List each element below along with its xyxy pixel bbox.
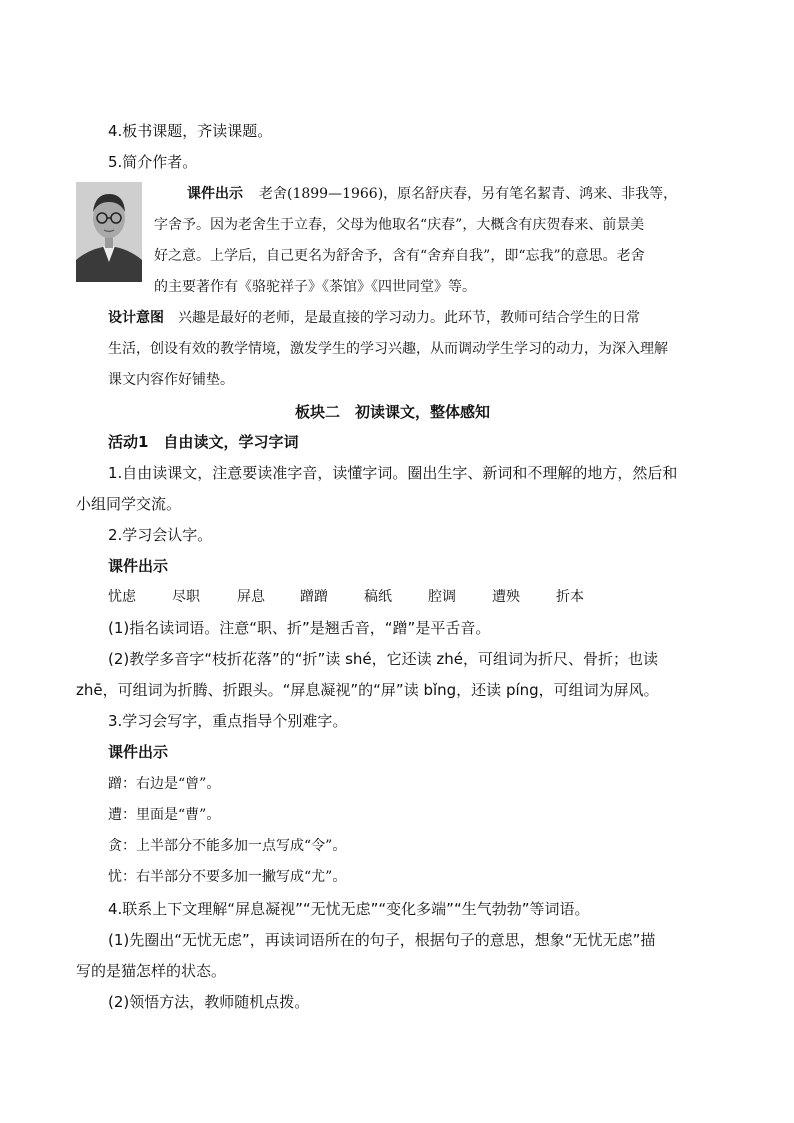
writing-tip-2: 遭：里面是“曹”。 [108,807,221,823]
design-intent-line-1 [108,308,640,328]
activity-heading: 活动1 自由读文，学习字词 [108,433,299,451]
courseware-label: 课件出示 [187,186,243,202]
author-intro-text-1: 老舍(1899—1966)，原名舒庆春，另有笔名絜青、鸿来、非我等， [259,186,678,202]
context-note-line-2: 写的是猫怎样的状态。 [76,962,227,980]
step-5-text: 5.简介作者。 [108,153,198,171]
step-4-text: 4.板书课题，齐读课题。 [108,122,273,140]
vocab-word: 稿纸 [364,589,392,605]
vocab-word: 尽职 [172,589,200,605]
vocab-word: 遭殃 [492,589,520,605]
vocab-word: 蹭蹭 [300,589,328,605]
courseware-label-2: 课件出示 [108,557,169,575]
design-intent-text-1: 兴趣是最好的老师，是最直接的学习动力。此环节，教师可结合学生的日常 [178,310,640,326]
polyphone-note-line-1: (2)教学多音字“枝折花落”的“折”读 shé，它还读 zhé，可组词为折尺、骨折；也读 [108,650,659,668]
writing-tip-4: 忧：右半部分不要多加一撇写成“尤”。 [108,869,347,885]
vocab-word: 折本 [556,589,584,605]
author-photo [76,182,142,282]
writing-tip-3: 贪：上半部分不能多加一点写成“令”。 [108,838,347,854]
vocabulary-list [108,586,608,606]
activity-step-4: 4.联系上下文理解“屏息凝视”“无忧无虑”“变化多端”“生气勃勃”等词语。 [108,900,590,918]
author-intro-line-2: 字舍予。因为老舍生于立春，父母为他取名“庆春”，大概含有庆贺春来、前景美 [154,217,645,233]
section-heading: 板块二 初读课文，整体感知 [295,403,491,421]
author-intro-line-4: 的主要著作有《骆驼祥子》《茶馆》《四世同堂》等。 [154,279,476,295]
courseware-label-3: 课件出示 [108,743,169,761]
pronunciation-note-1: (1)指名读词语。注意“职、折”是翘舌音，“蹭”是平舌音。 [108,619,491,637]
design-intent-line-2: 生活，创设有效的教学情境，激发学生的学习兴趣，从而调动学生学习的动力，为深入理解 [108,341,668,357]
polyphone-note-line-2: zhē，可组词为折腾、折跟头。“屏息凝视”的“屏”读 bǐng，还读 píng，可组词为屏风。 [76,681,659,699]
vocab-word: 忧虑 [108,589,136,605]
activity-step-3: 3.学习会写字，重点指导个别难字。 [108,712,348,730]
author-intro-line-1 [187,184,677,204]
context-note-line-1: (1)先圈出“无忧无虑”，再读词语所在的句子，根据句子的意思，想象“无忧无虑”描 [108,931,656,949]
vocab-word: 屏息 [237,589,265,605]
activity-step-2: 2.学习会认字。 [108,526,213,544]
design-intent-line-3: 课文内容作好铺垫。 [108,372,234,388]
author-intro-line-3: 好之意。上学后，自己更名为舒舍予，含有“舍弃自我”，即“忘我”的意思。老舍 [154,248,645,264]
design-intent-label: 设计意图 [108,310,164,326]
method-note: (2)领悟方法，教师随机点拨。 [108,993,310,1011]
vocab-word: 腔调 [428,589,456,605]
portrait-image [76,182,142,282]
activity-step-1-line-2: 小组同学交流。 [76,495,182,513]
activity-step-1-line-1: 1.自由读课文，注意要读准字音，读懂字词。圈出生字、新词和不理解的地方，然后和 [108,464,678,482]
writing-tip-1: 蹭：右边是“曾”。 [108,776,221,792]
